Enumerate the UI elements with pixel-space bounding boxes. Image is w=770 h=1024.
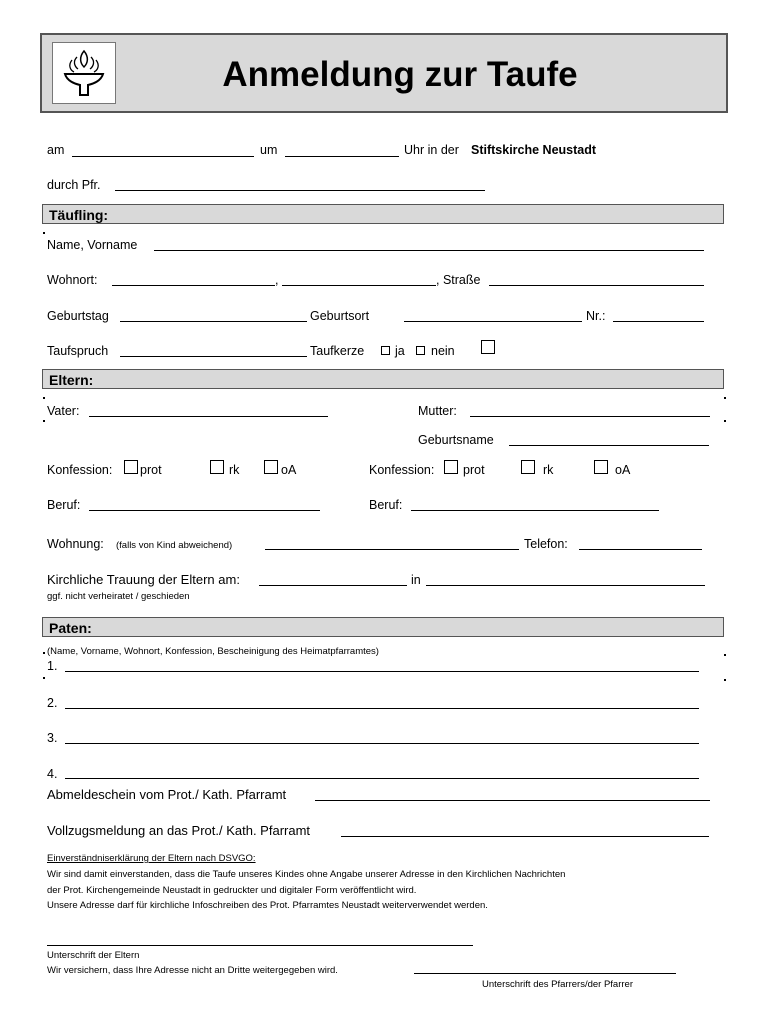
page-title: Anmeldung zur Taufe — [222, 55, 578, 94]
taufkerze-ja-label: ja — [395, 344, 405, 358]
um-field[interactable] — [285, 156, 399, 157]
wohnort-field-2[interactable] — [282, 285, 436, 286]
beruf-mutter-field[interactable] — [411, 510, 659, 511]
trauung-note: ggf. nicht verheiratet / geschieden — [47, 591, 190, 602]
assurance-text: Wir versichern, dass Ihre Adresse nicht an Dritte weitergegeben wird. — [47, 965, 338, 976]
taufspruch-label: Taufspruch — [47, 344, 109, 358]
pate-1-field[interactable] — [65, 671, 699, 672]
margin-dot — [43, 397, 45, 399]
paten-note: (Name, Vorname, Wohnort, Konfession, Bescheinigung des Heimatpfarramtes) — [47, 646, 379, 657]
uhr-label: Uhr in der — [404, 143, 459, 157]
taufspruch-field[interactable] — [120, 356, 307, 357]
vater-rk-checkbox[interactable] — [210, 460, 224, 474]
margin-dot — [43, 652, 45, 654]
church-name: Stiftskirche Neustadt — [471, 143, 597, 157]
pfarrer-field[interactable] — [115, 190, 485, 191]
section-eltern: Eltern: — [42, 369, 724, 389]
dsgvo-line-1: Wir sind damit einverstanden, dass die Taufe unseres Kindes ohne Angabe unserer Adresse in den Kirchlichen Nachrichten — [47, 869, 566, 880]
margin-dot — [724, 420, 726, 422]
pate-3-label: 3. — [47, 731, 58, 745]
margin-dot — [724, 397, 726, 399]
eltern-signature-field[interactable] — [47, 945, 473, 946]
am-field[interactable] — [72, 156, 254, 157]
trauung-date-field[interactable] — [259, 585, 407, 586]
trauung-place-field[interactable] — [426, 585, 705, 586]
telefon-field[interactable] — [579, 549, 702, 550]
pate-1-label: 1. — [47, 659, 58, 673]
um-label: um — [260, 143, 278, 157]
geburtstag-label: Geburtstag — [47, 309, 109, 323]
pfarrer-signature-field[interactable] — [414, 973, 676, 974]
vollzugsmeldung-label: Vollzugsmeldung an das Prot./ Kath. Pfarramt — [47, 823, 311, 838]
vater-label: Vater: — [47, 404, 80, 418]
wohnort-label: Wohnort: — [47, 273, 98, 287]
mutter-oa-checkbox[interactable] — [594, 460, 608, 474]
pate-2-field[interactable] — [65, 708, 699, 709]
abmeldeschein-field[interactable] — [315, 800, 710, 801]
wohnort-comma: , — [275, 273, 279, 287]
dsgvo-line-2: der Prot. Kirchengemeinde Neustadt in gedruckter und digitaler Form veröffentlicht wird. — [47, 885, 417, 896]
beruf-vater-label: Beruf: — [47, 498, 81, 512]
beruf-vater-field[interactable] — [89, 510, 320, 511]
geburtstag-field[interactable] — [120, 321, 307, 322]
pfarrer-label: durch Pfr. — [47, 178, 101, 192]
mutter-label: Mutter: — [418, 404, 457, 418]
mutter-prot-checkbox[interactable] — [444, 460, 458, 474]
wohnort-field[interactable] — [112, 285, 275, 286]
margin-dot — [43, 677, 45, 679]
taufkerze-ja-checkbox[interactable] — [381, 346, 390, 355]
vater-prot-label: prot — [140, 463, 162, 477]
geburtsname-label: Geburtsname — [418, 433, 494, 447]
dsgvo-line-3: Unsere Adresse darf für kirchliche Infoschreiben des Prot. Pfarramtes Neustadt weiterverwendet werden. — [47, 900, 488, 911]
eltern-signature-label: Unterschrift der Eltern — [47, 950, 140, 961]
dsgvo-heading: Einverständniserklärung der Eltern nach DSVGO: — [47, 853, 256, 864]
pfarrer-signature-label: Unterschrift des Pfarrers/der Pfarrer — [482, 979, 633, 990]
geburtsort-field[interactable] — [404, 321, 582, 322]
margin-dot — [724, 654, 726, 656]
wohnung-field[interactable] — [265, 549, 519, 550]
mutter-prot-label: prot — [463, 463, 485, 477]
pate-4-field[interactable] — [65, 778, 699, 779]
nr-label: Nr.: — [586, 309, 606, 323]
mutter-field[interactable] — [470, 416, 710, 417]
name-label: Name, Vorname — [47, 238, 138, 252]
am-label: am — [47, 143, 65, 157]
section-taeufling: Täufling: — [42, 204, 724, 224]
wohnung-note: (falls von Kind abweichend) — [116, 540, 233, 551]
abmeldeschein-label: Abmeldeschein vom Prot./ Kath. Pfarramt — [47, 787, 287, 802]
mutter-oa-label: oA — [615, 463, 631, 477]
strasse-field[interactable] — [489, 285, 704, 286]
vater-prot-checkbox[interactable] — [124, 460, 138, 474]
konfession-vater-label: Konfession: — [47, 463, 113, 477]
pate-3-field[interactable] — [65, 743, 699, 744]
konfession-mutter-label: Konfession: — [369, 463, 435, 477]
telefon-label: Telefon: — [524, 537, 568, 551]
nr-field[interactable] — [613, 321, 704, 322]
vollzugsmeldung-field[interactable] — [341, 836, 709, 837]
vater-oa-checkbox[interactable] — [264, 460, 278, 474]
mutter-rk-checkbox[interactable] — [521, 460, 535, 474]
geburtsort-label: Geburtsort — [310, 309, 370, 323]
strasse-label: , Straße — [436, 273, 481, 287]
section-paten: Paten: — [42, 617, 724, 637]
name-field[interactable] — [154, 250, 704, 251]
church-logo-icon — [52, 42, 116, 104]
taufkerze-label: Taufkerze — [310, 344, 365, 358]
pate-2-label: 2. — [47, 696, 58, 710]
geburtsname-field[interactable] — [509, 445, 709, 446]
margin-dot — [43, 232, 45, 234]
trauung-label: Kirchliche Trauung der Eltern am: — [47, 572, 240, 587]
trauung-in-label: in — [411, 573, 421, 587]
wohnung-label: Wohnung: — [47, 537, 104, 551]
extra-checkbox[interactable] — [481, 340, 495, 354]
vater-oa-label: oA — [281, 463, 297, 477]
margin-dot — [43, 420, 45, 422]
vater-field[interactable] — [89, 416, 328, 417]
pate-4-label: 4. — [47, 767, 58, 781]
margin-dot — [724, 679, 726, 681]
taufkerze-nein-checkbox[interactable] — [416, 346, 425, 355]
mutter-rk-label: rk — [543, 463, 554, 477]
beruf-mutter-label: Beruf: — [369, 498, 403, 512]
taufkerze-nein-label: nein — [431, 344, 455, 358]
vater-rk-label: rk — [229, 463, 240, 477]
